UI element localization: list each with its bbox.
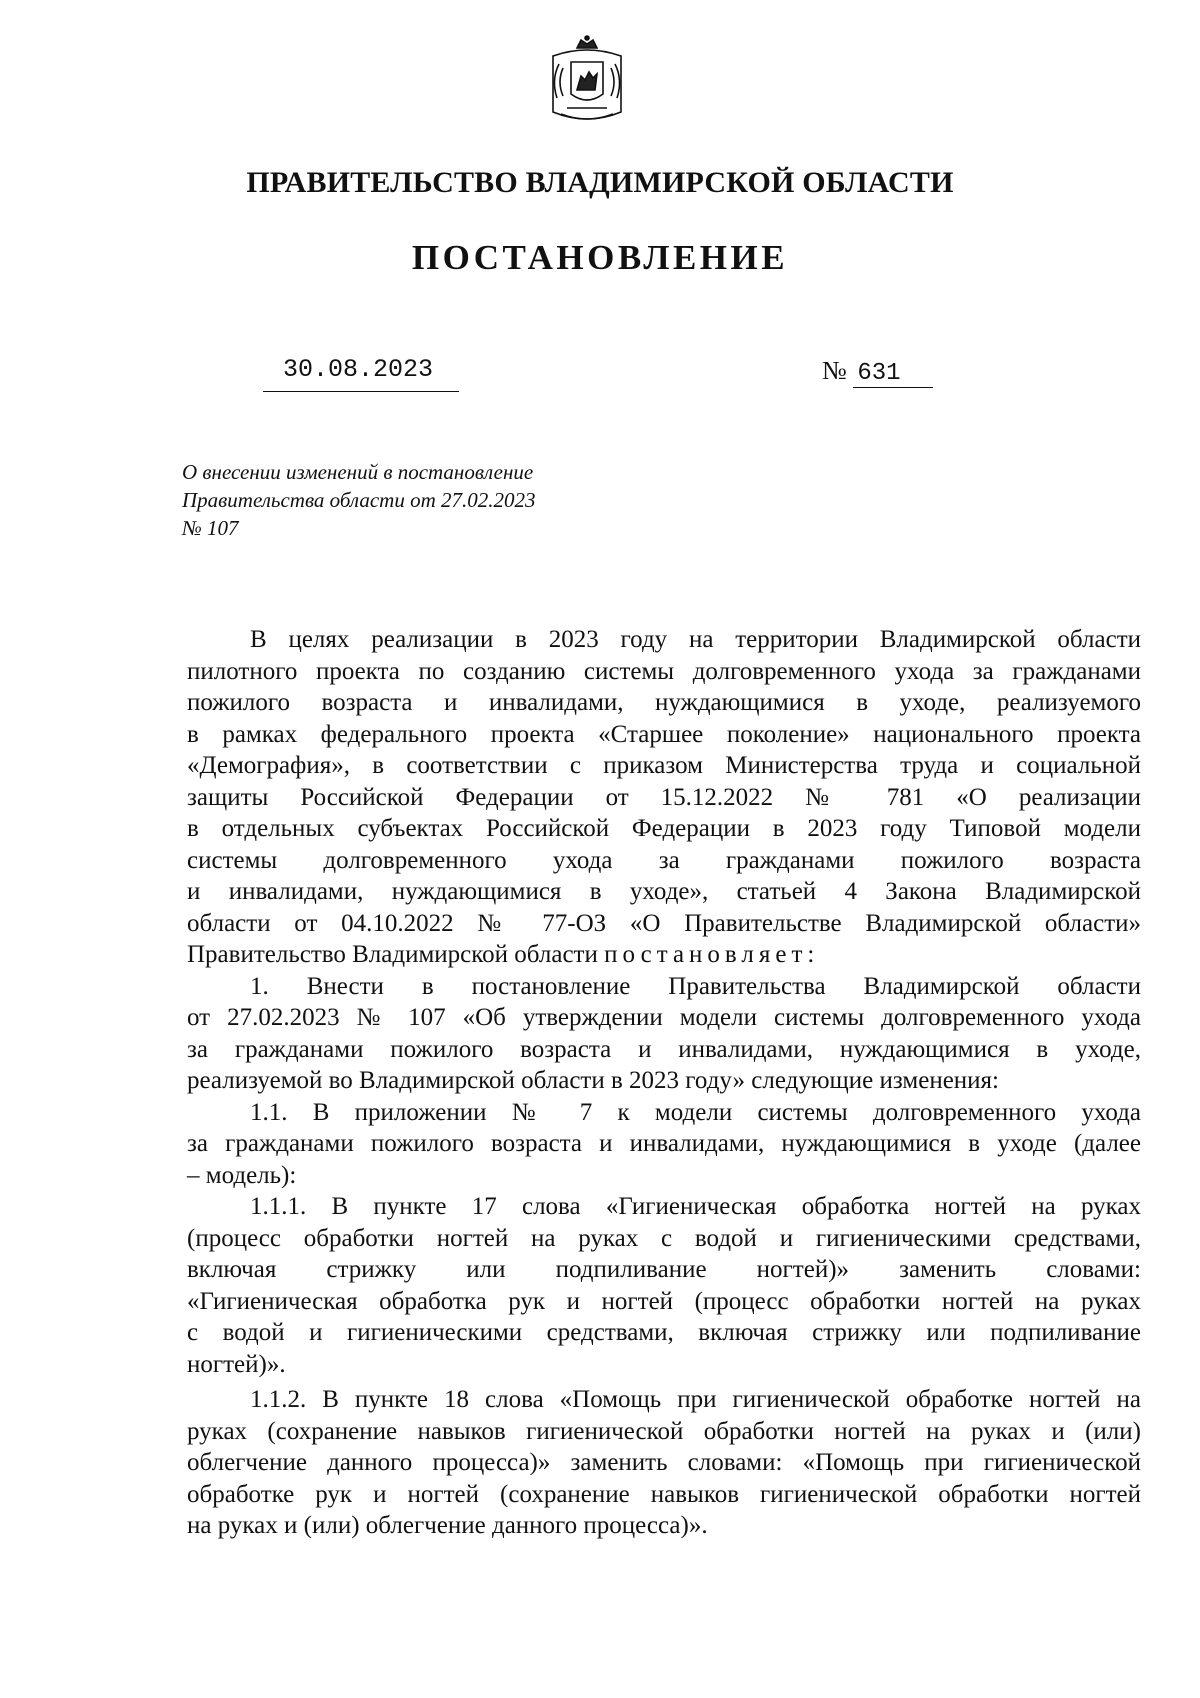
body-line: защиты Российской Федерации от 15.12.2022 № 781 «О реализации [187,783,1141,811]
body-line: в рамках федерального проекта «Старшее поколение» национального проекта [187,720,1141,748]
document-type-title: ПОСТАНОВЛЕНИЕ [411,238,789,277]
body-line [187,939,1141,971]
subject-line: № 107 [182,516,239,540]
document-subject [182,458,642,542]
document-number-field [822,356,933,388]
document-date: 30.08.2023 [283,355,434,384]
body-line: 1.1.1. В пункте 17 слова «Гигиеническая обработка ногтей на руках [250,1193,1141,1220]
body-line: – модель): [187,1161,297,1189]
body-line: с водой и гигиеническими средствами, включая стрижку или подпиливание [187,1319,1141,1346]
document-number: 631 [853,360,933,388]
document-date-field [263,355,459,392]
organization-name: ПРАВИТЕЛЬСТВО ВЛАДИМИРСКОЙ ОБЛАСТИ [246,166,954,199]
decree-word: постановляет: [604,941,820,968]
number-sign: № [822,356,847,385]
body-line: обработке рук и ногтей (сохранение навыков гигиенической обработки ногтей [187,1480,1141,1508]
subject-line: Правительства области от 27.02.2023 [182,488,536,512]
body-line: (процесс обработки ногтей на руках с водой и гигиеническими средствами, [187,1224,1141,1252]
body-line: области от 04.10.2022 № 77-ОЗ «О Правительстве Владимирской области» [187,909,1141,937]
body-line: 1.1. В приложении № 7 к модели системы долговременного ухода [250,1098,1141,1126]
subject-line: О внесении изменений в постановление [182,460,534,484]
government-name: Правительство Владимирской области [187,941,598,968]
body-line: за гражданами пожилого возраста и инвалидами, нуждающимися в уходе, [187,1035,1141,1063]
body-line: «Гигиеническая обработка рук и ногтей (процесс обработки ногтей на руках [187,1287,1141,1315]
body-line: реализуемой во Владимирской области в 2023 году» следующие изменения: [187,1067,999,1094]
body-line: на руках и (или) облегчение данного процесса)». [187,1512,708,1539]
body-line: и инвалидами, нуждающимися в уходе», статьей 4 Закона Владимирской [187,878,1141,905]
body-line: «Демография», в соответствии с приказом Министерства труда и социальной [187,752,1141,779]
body-line: В целях реализации в 2023 году на территории Владимирской области [250,626,1141,653]
body-line: пожилого возраста и инвалидами, нуждающимися в уходе, реализуемого [187,689,1141,716]
coat-of-arms-icon [541,34,633,130]
body-line: ногтей)». [187,1350,286,1378]
document-body [187,624,1141,1542]
body-line: в отдельных субъектах Российской Федерации в 2023 году Типовой модели [187,815,1141,842]
body-line: за гражданами пожилого возраста и инвалидами, нуждающимися в уходе (далее [187,1130,1141,1157]
body-line: от 27.02.2023 № 107 «Об утверждении модели системы долговременного ухода [187,1004,1141,1031]
body-line: пилотного проекта по созданию системы долговременного ухода за гражданами [187,657,1141,685]
body-line: включая стрижку или подпиливание ногтей)» заменить словами: [187,1256,1141,1283]
body-line: 1.1.2. В пункте 18 слова «Помощь при гигиенической обработке ногтей на [250,1386,1141,1413]
body-line: облегчение данного процесса)» заменить словами: «Помощь при гигиенической [187,1449,1141,1476]
body-line: системы долговременного ухода за гражданами пожилого возраста [187,846,1141,874]
body-line: 1. Внести в постановление Правительства Владимирской области [250,972,1141,1000]
body-line: руках (сохранение навыков гигиенической обработки ногтей на руках и (или) [187,1417,1141,1445]
